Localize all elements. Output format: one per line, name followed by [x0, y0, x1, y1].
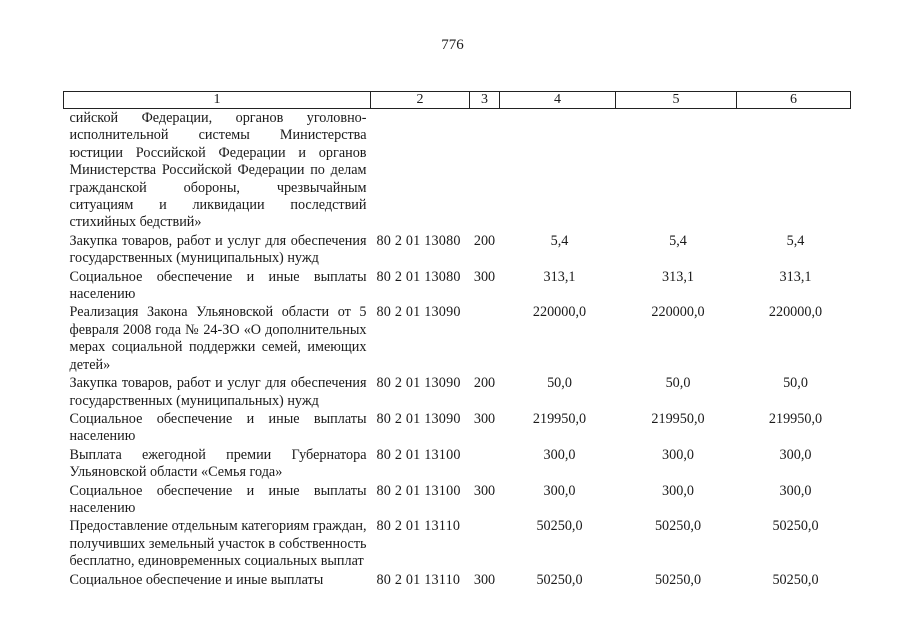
column-header-5: 5: [616, 92, 737, 109]
row-type-cell: 200: [473, 375, 496, 392]
row-code-cell: 80 2 01 13090: [376, 375, 461, 392]
table-row: [64, 411, 851, 447]
row-name-cell: Социальное обеспечение и иные выплаты населению: [69, 410, 367, 445]
table-row: [64, 572, 851, 590]
page-number: 776: [441, 37, 464, 53]
row-code-cell: 80 2 01 13080: [376, 232, 461, 249]
row-value-1-cell: 313,1: [543, 268, 576, 285]
row-code-cell: 80 2 01 13090: [376, 304, 461, 321]
row-value-3-cell: 220000,0: [768, 304, 823, 321]
row-value-3-cell: 219950,0: [768, 410, 823, 427]
row-value-3-cell: 300,0: [779, 482, 812, 499]
row-value-1-cell: 50,0: [547, 375, 572, 392]
row-code-cell: 80 2 01 13100: [376, 446, 461, 463]
row-code-cell: 80 2 01 13090: [376, 410, 461, 427]
row-value-1-cell: 219950,0: [532, 410, 587, 427]
table-row: [64, 304, 851, 375]
row-value-3-cell: 300,0: [779, 446, 812, 463]
row-value-3-cell: 50250,0: [772, 518, 819, 535]
row-value-3-cell: 5,4: [786, 232, 805, 249]
row-value-1-cell: 50250,0: [536, 571, 583, 588]
table-row: [64, 518, 851, 571]
row-type-cell: [470, 109, 500, 233]
row-type-cell: 300: [473, 482, 496, 499]
row-value-1-cell: [500, 109, 616, 233]
row-value-2-cell: 219950,0: [651, 410, 705, 427]
table-row: [64, 109, 851, 233]
row-value-1-cell: 50250,0: [536, 518, 583, 535]
row-value-3-cell: 313,1: [779, 268, 812, 285]
row-code-cell: 80 2 01 13100: [376, 482, 461, 499]
row-value-3-cell: 50,0: [783, 375, 808, 392]
row-name-cell: сийской Федерации, органов уголовно-исполнительной системы Министерства юстиции Российской Федерации и органов Министерства Российской Федерации по делам гражданской обороны, чрезвычайным ситуациям и ликвидации последствий стихийных бедствий»: [69, 110, 367, 231]
row-name-cell: Социальное обеспечение и иные выплаты населению: [69, 268, 367, 303]
row-value-1-cell: 5,4: [550, 232, 569, 249]
row-value-2-cell: 5,4: [669, 232, 687, 249]
table-row: [64, 233, 851, 269]
row-name-cell: Реализация Закона Ульяновской области от 5 февраля 2008 года № 24-ЗО «О дополнительных мерах социальной поддержки семей, имеющих детей»: [69, 304, 367, 373]
row-code-cell: 80 2 01 13110: [376, 571, 461, 588]
table-body: [64, 109, 851, 590]
row-value-2-cell: [616, 109, 737, 233]
row-name-cell: Предоставление отдельным категориям граждан, получивших земельный участок в собственность бесплатно, единовременных социальных выплат: [69, 518, 367, 570]
row-value-2-cell: 300,0: [662, 446, 694, 463]
row-type-cell: [470, 447, 500, 483]
row-value-1-cell: 300,0: [543, 482, 576, 499]
column-header-4: 4: [500, 92, 616, 109]
row-value-2-cell: 300,0: [662, 482, 694, 499]
row-type-cell: 300: [473, 410, 496, 427]
table-header: [64, 92, 851, 109]
budget-table: [63, 91, 851, 590]
column-header-1: 1: [64, 92, 371, 109]
row-value-3-cell: [737, 109, 851, 233]
row-name-cell: Социальное обеспечение и иные выплаты населению: [69, 482, 367, 516]
column-header-6: 6: [737, 92, 851, 109]
row-value-2-cell: 313,1: [662, 268, 694, 285]
table-row: [64, 483, 851, 519]
row-type-cell: 300: [473, 268, 496, 285]
row-value-2-cell: 50,0: [665, 375, 691, 392]
column-header-3: 3: [470, 92, 500, 109]
row-value-1-cell: 300,0: [543, 446, 576, 463]
row-type-cell: [470, 518, 500, 571]
row-name-cell: Закупка товаров, работ и услуг для обеспечения государственных (муниципальных) нужд: [69, 375, 367, 409]
row-type-cell: [470, 304, 500, 375]
row-value-2-cell: 50250,0: [654, 518, 702, 535]
table-row: [64, 447, 851, 483]
row-code-cell: 80 2 01 13110: [376, 518, 461, 535]
row-code-cell: [371, 109, 470, 233]
column-header-2: 2: [371, 92, 470, 109]
row-type-cell: 200: [473, 232, 496, 249]
row-name-cell: Выплата ежегодной премии Губернатора Ульяновской области «Семья года»: [69, 446, 367, 481]
row-name-cell: Закупка товаров, работ и услуг для обеспечения государственных (муниципальных) нужд: [69, 232, 367, 267]
row-type-cell: 300: [473, 571, 496, 588]
row-value-2-cell: 50250,0: [654, 571, 702, 588]
table-row: [64, 269, 851, 305]
row-value-1-cell: 220000,0: [532, 304, 587, 321]
table-row: [64, 375, 851, 411]
row-value-3-cell: 50250,0: [772, 571, 819, 588]
row-name-cell: Социальное обеспечение и иные выплаты: [69, 571, 324, 588]
row-code-cell: 80 2 01 13080: [376, 268, 461, 285]
row-value-2-cell: 220000,0: [651, 304, 705, 321]
